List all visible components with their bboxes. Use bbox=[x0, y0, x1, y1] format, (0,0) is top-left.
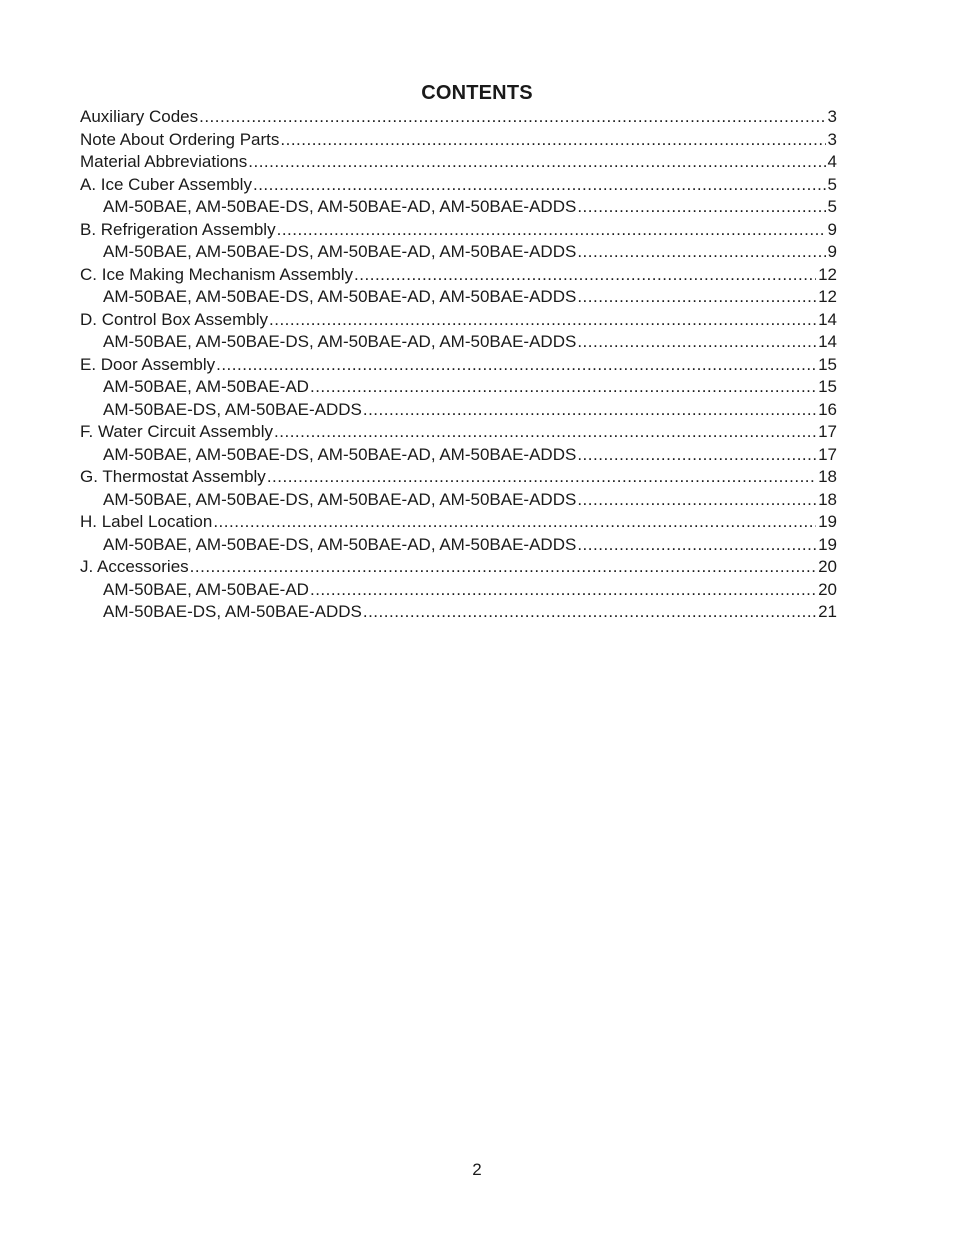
toc-entry-page: 3 bbox=[827, 129, 837, 149]
toc-entry-label: Note About Ordering Parts bbox=[80, 129, 280, 149]
toc-dot-leader bbox=[310, 579, 816, 602]
toc-entry[interactable] bbox=[80, 466, 837, 489]
toc-entry-page: 15 bbox=[818, 354, 837, 374]
toc-entry-label: AM-50BAE-DS, AM-50BAE-ADDS bbox=[103, 399, 362, 419]
toc-entry[interactable] bbox=[80, 534, 837, 557]
toc-entry-page: 9 bbox=[827, 242, 837, 261]
toc-entry-label: AM-50BAE, AM-50BAE-DS, AM-50BAE-AD, AM-50BAE-ADDS bbox=[103, 444, 577, 464]
toc-entry-page: 14 bbox=[818, 332, 837, 351]
toc-entry[interactable] bbox=[80, 579, 837, 602]
toc-entry-page: 19 bbox=[818, 512, 837, 531]
toc-entry[interactable] bbox=[80, 331, 837, 354]
table-of-contents bbox=[80, 106, 837, 624]
toc-dot-leader bbox=[577, 196, 825, 219]
toc-entry-label: D. Control Box Assembly bbox=[80, 309, 269, 329]
toc-entry-page: 15 bbox=[818, 377, 837, 396]
toc-dot-leader bbox=[577, 534, 816, 557]
toc-entry-label: AM-50BAE, AM-50BAE-AD bbox=[103, 579, 309, 599]
toc-entry-page: 20 bbox=[818, 557, 837, 576]
toc-entry-label: A. Ice Cuber Assembly bbox=[80, 174, 252, 194]
toc-entry-page: 9 bbox=[827, 219, 837, 239]
toc-entry-label: B. Refrigeration Assembly bbox=[80, 219, 276, 239]
toc-entry-label: AM-50BAE, AM-50BAE-DS, AM-50BAE-AD, AM-50BAE-ADDS bbox=[103, 242, 577, 261]
toc-entry-label: AM-50BAE, AM-50BAE-DS, AM-50BAE-AD, AM-50BAE-ADDS bbox=[103, 197, 577, 216]
toc-dot-leader bbox=[577, 286, 816, 309]
toc-entry-label: E. Door Assembly bbox=[80, 354, 216, 374]
toc-entry-label: AM-50BAE-DS, AM-50BAE-ADDS bbox=[103, 602, 362, 621]
toc-entry-label: AM-50BAE, AM-50BAE-DS, AM-50BAE-AD, AM-50BAE-ADDS bbox=[103, 332, 577, 351]
toc-entry-label: Auxiliary Codes bbox=[80, 107, 199, 126]
toc-entry-page: 18 bbox=[818, 467, 837, 486]
toc-entry[interactable] bbox=[80, 129, 837, 152]
toc-entry-label: AM-50BAE, AM-50BAE-DS, AM-50BAE-AD, AM-50BAE-ADDS bbox=[103, 287, 577, 306]
toc-dot-leader bbox=[267, 466, 816, 489]
toc-entry-label: G. Thermostat Assembly bbox=[80, 467, 266, 486]
toc-entry[interactable] bbox=[80, 264, 837, 287]
toc-dot-leader bbox=[577, 331, 816, 354]
toc-dot-leader bbox=[248, 151, 825, 174]
toc-entry-page: 5 bbox=[827, 174, 837, 194]
toc-entry-label: C. Ice Making Mechanism Assembly bbox=[80, 264, 354, 284]
toc-dot-leader bbox=[199, 106, 825, 129]
toc-entry-page: 19 bbox=[818, 534, 837, 554]
toc-dot-leader bbox=[577, 489, 816, 512]
toc-dot-leader bbox=[354, 264, 816, 287]
toc-entry-page: 12 bbox=[818, 264, 837, 284]
toc-entry-page: 16 bbox=[818, 399, 837, 419]
toc-dot-leader bbox=[577, 444, 816, 467]
toc-entry[interactable] bbox=[80, 354, 837, 377]
toc-entry[interactable] bbox=[80, 511, 837, 534]
toc-entry[interactable] bbox=[80, 444, 837, 467]
toc-dot-leader bbox=[269, 309, 816, 332]
page-title: CONTENTS bbox=[421, 82, 533, 104]
toc-dot-leader bbox=[280, 129, 825, 152]
toc-entry-page: 3 bbox=[827, 107, 837, 126]
toc-entry[interactable] bbox=[80, 489, 837, 512]
toc-entry-page: 5 bbox=[827, 197, 837, 216]
toc-entry-label: H. Label Location bbox=[80, 512, 213, 531]
toc-entry-label: AM-50BAE, AM-50BAE-DS, AM-50BAE-AD, AM-50BAE-ADDS bbox=[103, 534, 577, 554]
toc-entry-page: 20 bbox=[818, 579, 837, 599]
toc-dot-leader bbox=[363, 399, 816, 422]
toc-dot-leader bbox=[277, 219, 826, 242]
toc-dot-leader bbox=[253, 174, 826, 197]
toc-entry-page: 14 bbox=[818, 309, 837, 329]
toc-entry[interactable] bbox=[80, 196, 837, 219]
toc-entry[interactable] bbox=[80, 286, 837, 309]
toc-entry-page: 17 bbox=[818, 444, 837, 464]
toc-dot-leader bbox=[310, 376, 816, 399]
toc-entry[interactable] bbox=[80, 421, 837, 444]
toc-entry[interactable] bbox=[80, 174, 837, 197]
toc-entry-label: F. Water Circuit Assembly bbox=[80, 422, 274, 441]
toc-dot-leader bbox=[577, 241, 825, 264]
toc-entry-page: 4 bbox=[827, 152, 837, 171]
toc-dot-leader bbox=[190, 556, 816, 579]
toc-entry-page: 12 bbox=[818, 287, 837, 306]
toc-entry-page: 17 bbox=[818, 422, 837, 441]
toc-entry[interactable] bbox=[80, 399, 837, 422]
toc-dot-leader bbox=[274, 421, 816, 444]
toc-entry[interactable] bbox=[80, 241, 837, 264]
toc-entry-label: AM-50BAE, AM-50BAE-AD bbox=[103, 377, 309, 396]
toc-entry[interactable] bbox=[80, 556, 837, 579]
toc-entry-page: 21 bbox=[818, 602, 837, 621]
toc-entry[interactable] bbox=[80, 376, 837, 399]
toc-dot-leader bbox=[216, 354, 816, 377]
toc-entry[interactable] bbox=[80, 106, 837, 129]
toc-entry[interactable] bbox=[80, 219, 837, 242]
toc-dot-leader bbox=[213, 511, 816, 534]
toc-entry-label: AM-50BAE, AM-50BAE-DS, AM-50BAE-AD, AM-50BAE-ADDS bbox=[103, 489, 577, 509]
toc-entry-label: J. Accessories bbox=[80, 557, 189, 576]
toc-entry-label: Material Abbreviations bbox=[80, 152, 248, 171]
toc-entry[interactable] bbox=[80, 601, 837, 624]
toc-entry[interactable] bbox=[80, 151, 837, 174]
toc-entry-page: 18 bbox=[818, 489, 837, 509]
toc-dot-leader bbox=[363, 601, 816, 624]
toc-entry[interactable] bbox=[80, 309, 837, 332]
page-number: 2 bbox=[472, 1160, 482, 1179]
